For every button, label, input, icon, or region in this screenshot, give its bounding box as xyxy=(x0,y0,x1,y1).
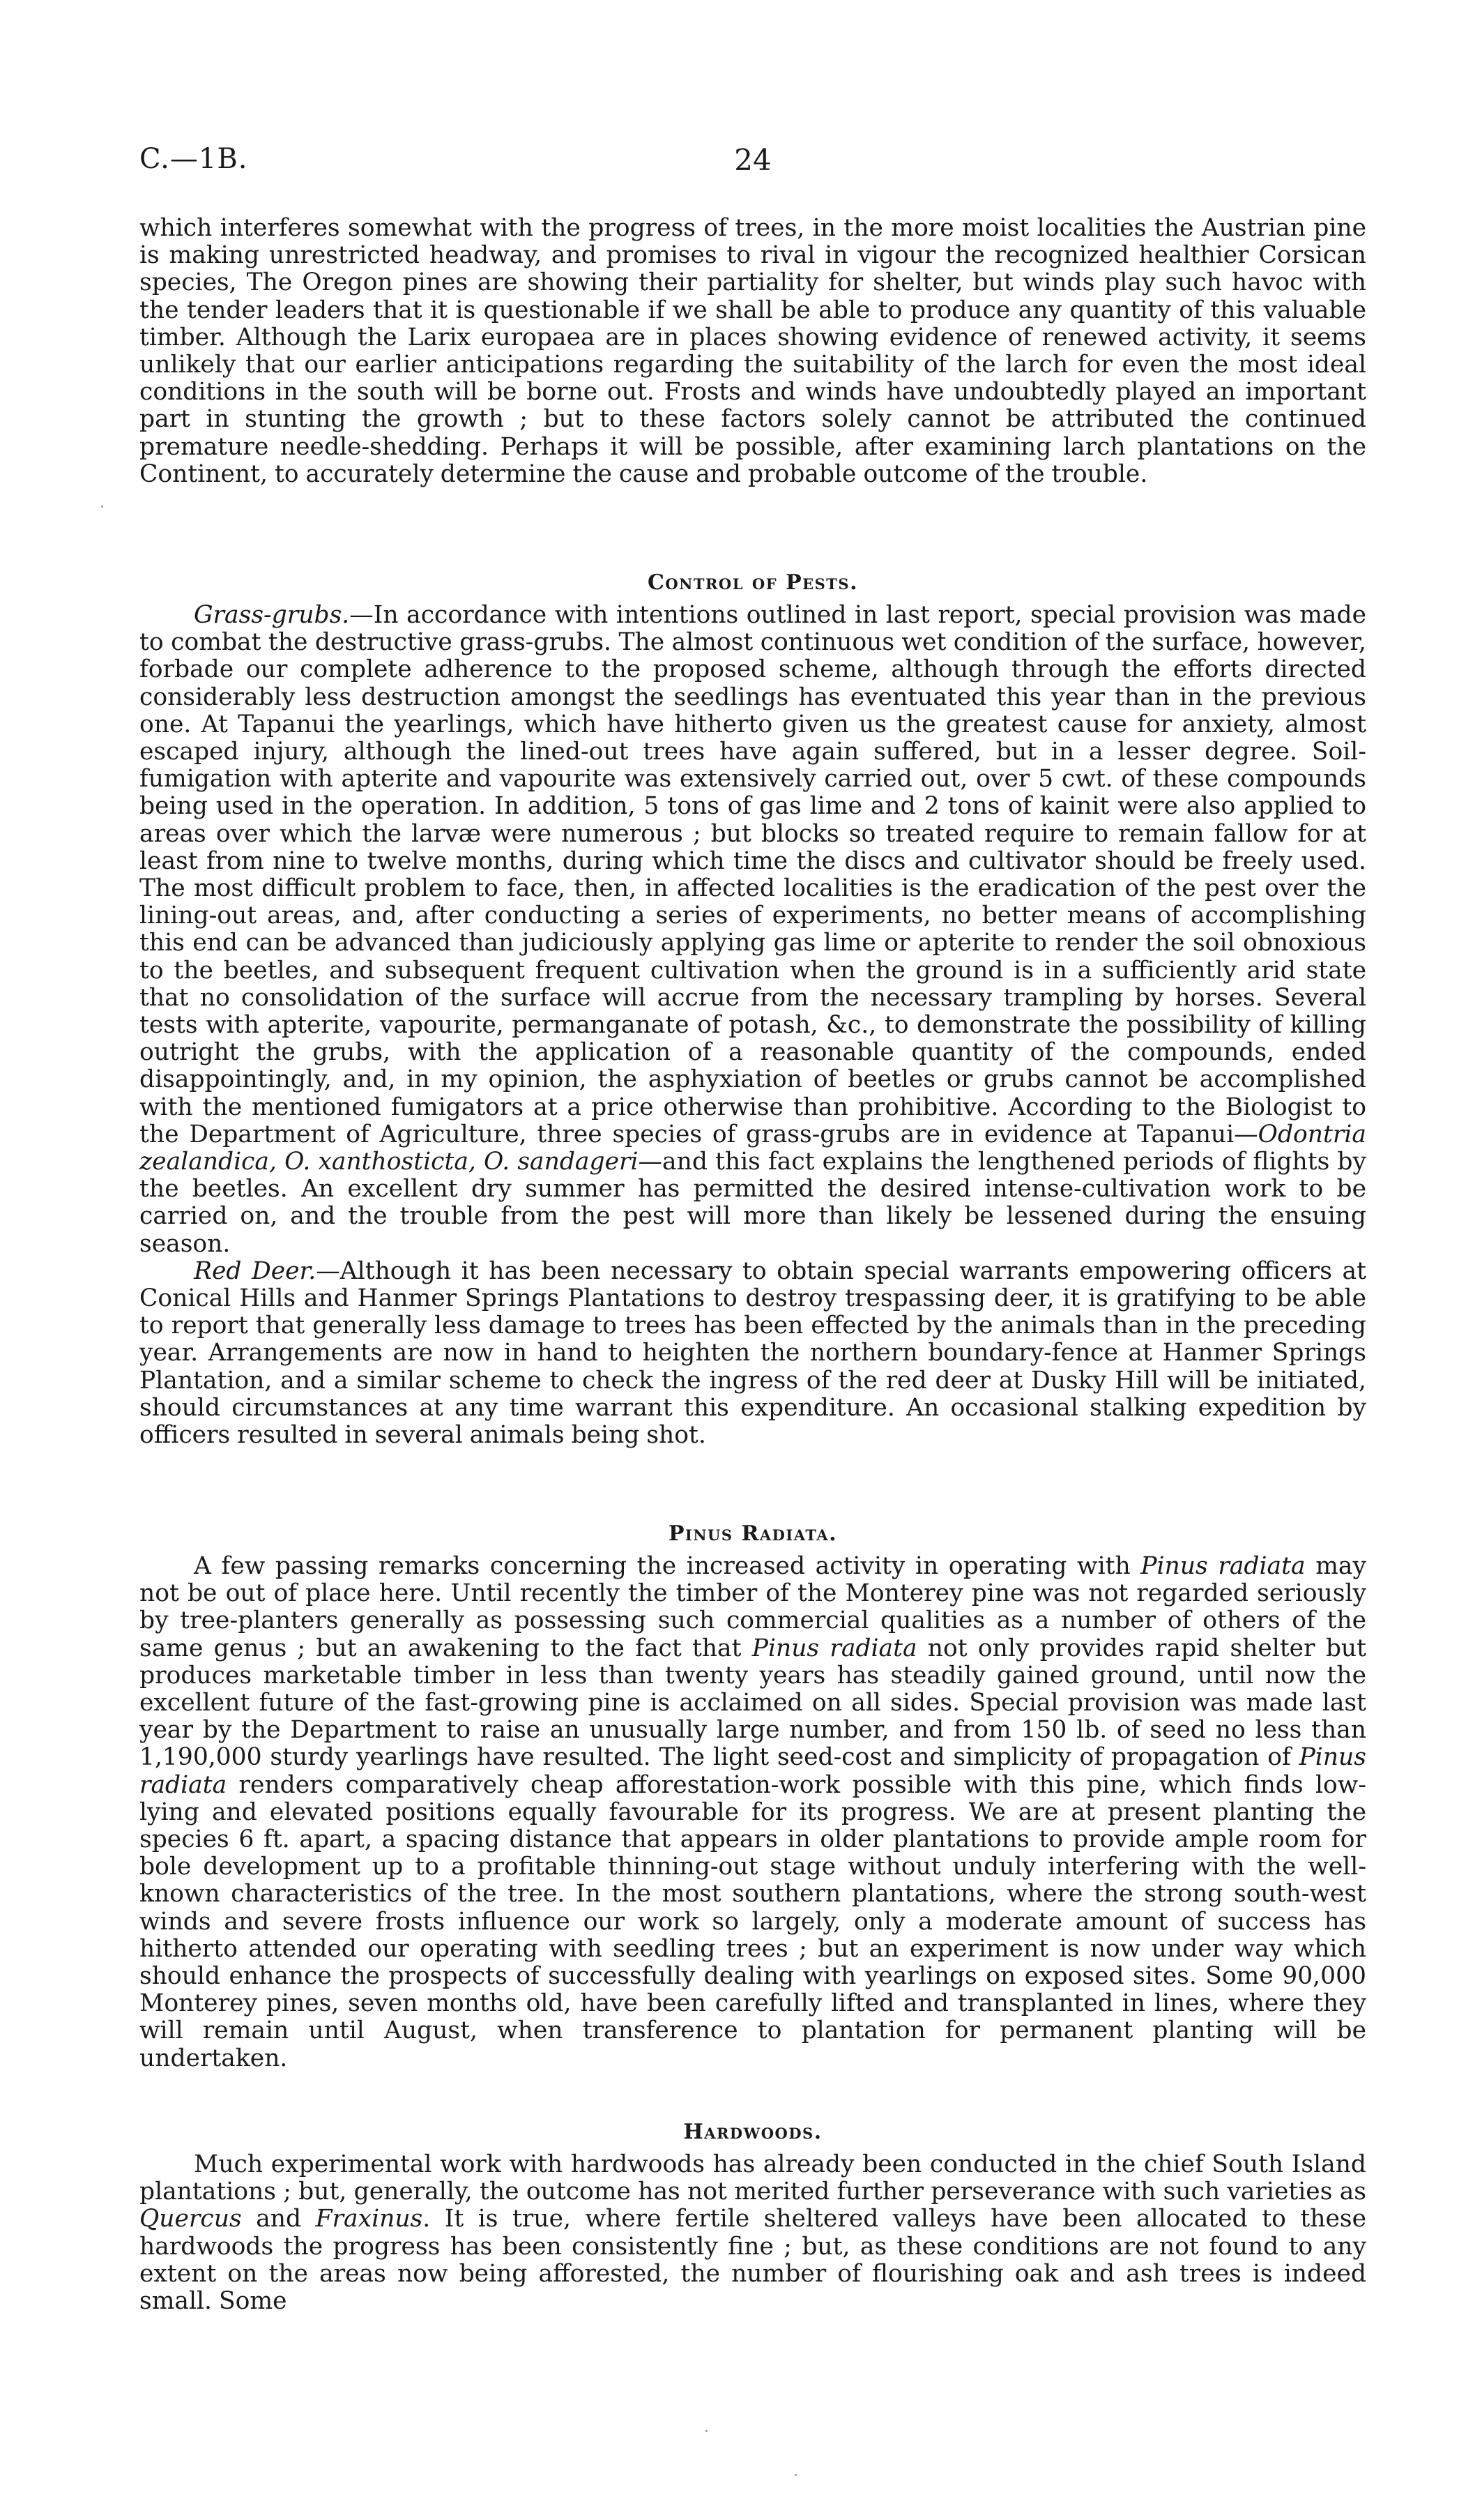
page-header xyxy=(139,143,1366,185)
genus-term: Fraxinus xyxy=(315,2205,423,2233)
scan-speck xyxy=(705,2430,708,2432)
intro-paragraph: which interferes somewhat with the progress of trees, in the more moist localities the Austrian pine is making unrestricted headway, and promises to rival in vigour the recognized healthier Corsican species, The Oregon pines are showing their partiality for shelter, but winds play such havoc with the tender leaders that it is questionable if we shall be able to produce any quantity of this valuable timber. Although the Larix europaea are in places showing evidence of renewed activity, it seems unlikely that our earlier anticipations regarding the suitability of the larch for even the most ideal conditions in the south will be borne out. Frosts and winds have undoubtedly played an important part in stunting the growth ; but to these factors solely cannot be attributed the continued premature needle-shedding. Perhaps it will be possible, after examining larch plantations on the Continent, to accurately determine the cause and probable outcome of the trouble. xyxy=(139,214,1366,488)
text-run: may not be out of place here. Until recently the timber of the Monterey pine was not regarded seriously by tree-planters generally as possessing such commercial qualities as a number of others of the same genus ; but an awakening to the fact that xyxy=(139,1552,1366,1662)
red-deer-paragraph xyxy=(139,1258,1366,1449)
scan-speck xyxy=(101,506,103,508)
scan-speck xyxy=(795,2474,797,2476)
hardwoods-paragraph xyxy=(139,2151,1366,2315)
pinus-radiata-paragraph xyxy=(139,1553,1366,2072)
text-run: renders comparatively cheap afforestation-work possible with this pine, which finds low-lying and elevated positions equally favourable for its progress. We are at present planting the species 6 ft. apart, a spacing distance that appears in older plantations to provide ample room for bole development up to a profitable thinning-out stage without unduly interfering with the well-known characteristics of the tree. In the most southern plantations, where the strong south-west winds and severe frosts influence our work so largely, only a moderate amount of success has hitherto attended our operating with seedling trees ; but an experiment is now under way which should enhance the prospects of successfully dealing with yearlings on exposed sites. Some 90,000 Monterey pines, seven months old, have been carefully lifted and transplanted in lines, where they will remain until August, when transference to plantation for permanent planting will be undertaken. xyxy=(139,1770,1366,2072)
text-run: . It is true, where fertile sheltered valleys have been allocated to these hardwoods the progress has been consistently fine ; but, as these conditions are not found to any extent on the areas now being afforested, the number of flourishing oak and ash trees is indeed small. Some xyxy=(139,2205,1366,2316)
species-term: Pinus radiata xyxy=(139,1743,1366,1799)
paragraph-text-continued: and this fact explains the lengthened periods of flights by the beetles. An excellent dry summer has permitted the desired intense-cultivation work to be carried on, and the trouble from the pest will more than likely be lessened during the ensuing season. xyxy=(139,1148,1366,1258)
species-term: Pinus radiata xyxy=(1140,1552,1306,1580)
species-names: —Odontria zealandica, O. xanthosticta, O. sandageri— xyxy=(139,1120,1366,1176)
text-run: and xyxy=(241,2205,316,2233)
page-number: 24 xyxy=(734,143,772,177)
section-heading: Pinus Radiata. xyxy=(668,1521,838,1546)
section-heading: Hardwoods. xyxy=(683,2120,823,2144)
grass-grubs-paragraph xyxy=(139,602,1366,1258)
paragraph-label: Red Deer. xyxy=(194,1257,316,1285)
species-term: Pinus radiata xyxy=(751,1634,917,1662)
paragraph-label: Grass-grubs. xyxy=(194,601,350,629)
text-run: not only provides rapid shelter but produces marketable timber in less than twenty years has steadily gained ground, until now the excellent future of the fast-growing pine is acclaimed on all sides. Special provision was made last year by the Department to raise an unusually large number, and from 150 lb. of seed no less than 1,190,000 sturdy yearlings have resulted. The light seed-cost and simplicity of propagation of xyxy=(139,1634,1366,1772)
hardwoods-section xyxy=(139,2120,1366,2315)
intro-section xyxy=(139,215,1366,488)
pinus-radiata-section xyxy=(139,1521,1366,2072)
text-run: Much experimental work with hardwoods has already been conducted in the chief South Island plantations ; but, generally, the outcome has not merited further perseverance with such varieties as xyxy=(139,2150,1366,2206)
paragraph-text: —In accordance with intentions outlined in last report, special provision was made to combat the destructive grass-grubs. The almost continuous wet condition of the surface, however, forbade our complete adherence to the proposed scheme, although through the efforts directed considerably less destruction amongst the seedlings has eventuated this year than in the previous one. At Tapanui the yearlings, which have hitherto given us the greatest cause for anxiety, almost escaped injury, although the lined-out trees have again suffered, but in a lesser degree. Soil-fumigation with apterite and vapourite was extensively carried out, over 5 cwt. of these compounds being used in the operation. In addition, 5 tons of gas lime and 2 tons of kainit were also applied to areas over which the larvæ were numerous ; but blocks so treated require to remain fallow for at least from nine to twelve months, during which time the discs and cultivator should be freely used. The most difficult problem to face, then, in affected localities is the eradication of the pest over the lining-out areas, and, after conducting a series of experiments, no better means of accomplishing this end can be advanced than judiciously applying gas lime or apterite to render the soil obnoxious to the beetles, and subsequent frequent cultivation when the ground is in a sufficiently arid state that no consolidation of the surface will accrue from the necessary trampling by horses. Several tests with apterite, vapourite, permanganate of potash, &c., to demonstrate the possibility of killing outright the grubs, with the application of a reasonable quantity of the compounds, ended disappointingly, and, in my opinion, the asphyxiation of beetles or grubs cannot be accomplished with the mentioned fumigators at a price otherwise than prohibitive. According to the Biologist to the Department of Agriculture, three species of grass-grubs are in evidence at Tapanui xyxy=(139,601,1366,1148)
control-of-pests-section xyxy=(139,570,1366,1449)
section-heading: Control of Pests. xyxy=(647,570,859,595)
paragraph-text: —Although it has been necessary to obtain special warrants empowering officers at Conical Hills and Hanmer Springs Plantations to destroy trespassing deer, it is gratifying to be able to report that generally less damage to trees has been effected by the animals than in the preceding year. Arrangements are now in hand to heighten the northern boundary-fence at Hanmer Springs Plantation, and a similar scheme to check the ingress of the red deer at Dusky Hill will be initiated, should circumstances at any time warrant this expenditure. An occasional stalking expedition by officers resulted in several animals being shot. xyxy=(139,1257,1366,1450)
text-run: A few passing remarks concerning the increased activity in operating with xyxy=(194,1552,1141,1580)
document-code: C.—1B. xyxy=(139,143,248,175)
genus-term: Quercus xyxy=(139,2205,242,2233)
